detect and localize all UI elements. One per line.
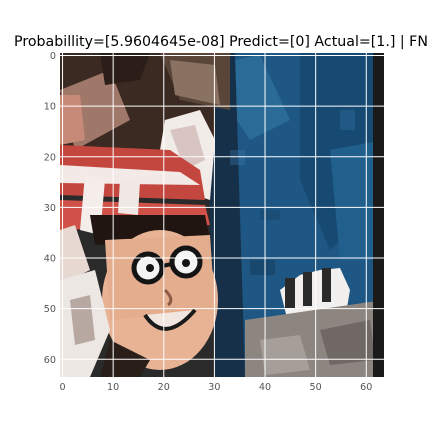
x-tick-label: 60 bbox=[360, 382, 373, 393]
y-tick-label: 60 bbox=[43, 354, 56, 366]
y-tick-label: 40 bbox=[43, 253, 56, 265]
chart-title: Probabillity=[5.9604645e-08] Predict=[0] Actual=[1.] | FN bbox=[14, 34, 428, 50]
y-tick-label: 20 bbox=[43, 152, 56, 164]
waldo-image bbox=[60, 53, 384, 377]
x-tick-label: 50 bbox=[309, 382, 322, 393]
y-tick-label: 50 bbox=[43, 304, 56, 316]
x-tick-label: 20 bbox=[157, 382, 170, 393]
y-tick-label: 10 bbox=[43, 101, 56, 113]
x-tick-label: 10 bbox=[107, 382, 120, 393]
image-axes bbox=[44, 51, 384, 393]
x-tick-label: 30 bbox=[208, 382, 221, 393]
x-tick-label: 0 bbox=[59, 382, 66, 393]
x-tick-label: 40 bbox=[258, 382, 272, 393]
y-tick-label: 0 bbox=[49, 51, 56, 63]
y-tick-label: 30 bbox=[43, 202, 56, 214]
